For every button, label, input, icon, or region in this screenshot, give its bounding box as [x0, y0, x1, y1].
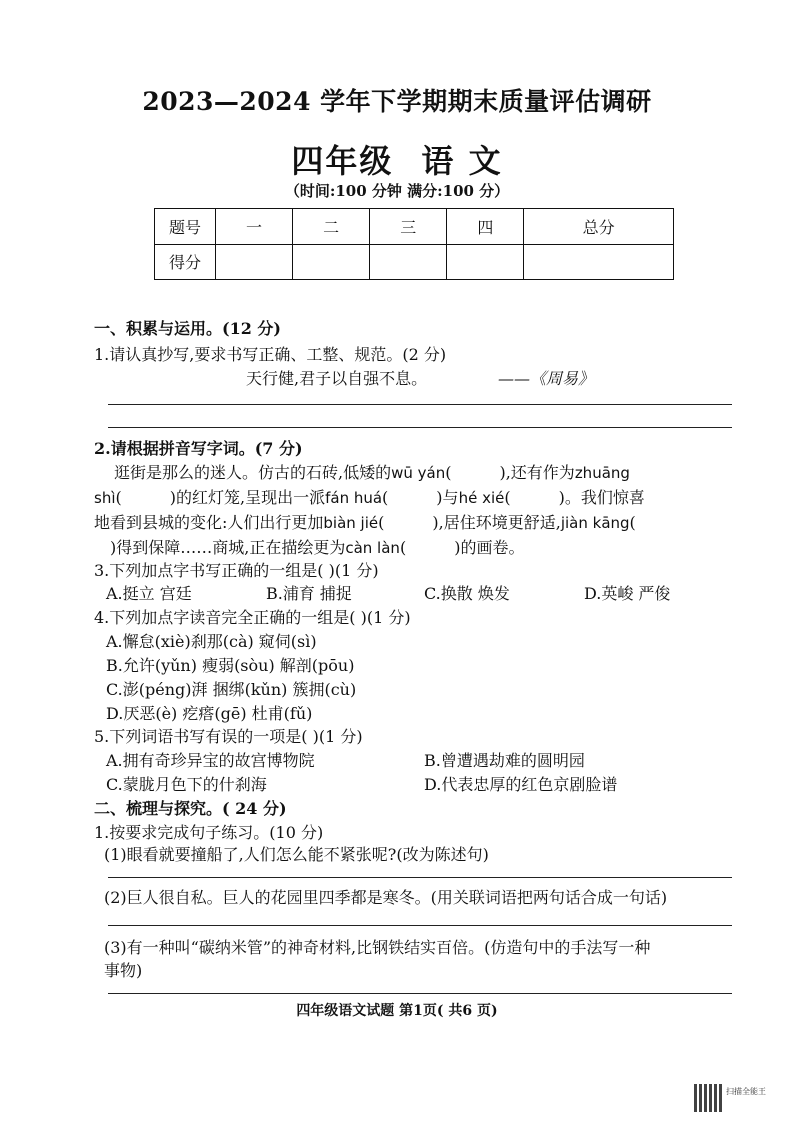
- qr-code-icon: [694, 1084, 722, 1112]
- q4-prompt: 4.下列加点字读音完全正确的一组是( )(1 分): [94, 608, 411, 627]
- q2-prompt: 2.请根据拼音写字词。(7 分): [94, 439, 303, 458]
- q4-option-c[interactable]: C.澎(péng)湃 捆绑(kǔn) 簇拥(cù): [106, 680, 357, 699]
- score-cell: 总分: [524, 209, 674, 245]
- pinyin: jiàn kāng: [560, 514, 630, 532]
- score-cell-label: 题号: [155, 209, 216, 245]
- q2-line3: 地看到县城的变化:人们出行更加biàn jié( ),居住环境更舒适,jiàn kāng(: [94, 513, 636, 532]
- q1-prompt: 1.请认真抄写,要求书写正确、工整、规范。(2 分): [94, 345, 447, 364]
- page-footer: 四年级语文试题 第1页( 共6 页): [296, 1003, 498, 1019]
- answer-line[interactable]: [108, 404, 732, 405]
- q3-option-d[interactable]: D.英峻 严俊: [584, 584, 671, 603]
- score-cell: 一: [216, 209, 293, 245]
- text: 的红灯笼,呈现出一派: [176, 488, 326, 507]
- q4-option-d[interactable]: D.厌恶(è) 疙瘩(gē) 杜甫(fǔ): [106, 704, 313, 723]
- score-cell: 三: [370, 209, 447, 245]
- s2-q1-sentence3b: 事物): [104, 961, 143, 980]
- subject-label: 语 文: [421, 142, 503, 180]
- pinyin: hé xié: [458, 489, 505, 507]
- exam-duration: （时间:100 分钟 满分:100 分）: [284, 182, 510, 200]
- pinyin: càn làn: [345, 539, 400, 557]
- answer-line[interactable]: [108, 993, 732, 994]
- q5-option-b[interactable]: B.曾遭遇劫难的圆明园: [424, 751, 585, 770]
- q2-line1: 逛街是那么的迷人。仿古的石砖,低矮的wū yán( ),还有作为zhuāng: [114, 463, 630, 482]
- q3-option-a[interactable]: A.挺立 宫廷: [106, 584, 192, 603]
- answer-line[interactable]: [108, 427, 732, 428]
- pinyin: wū yán: [391, 464, 446, 482]
- text: ,还有作为: [505, 463, 575, 482]
- score-cell: 二: [293, 209, 370, 245]
- text: ,居住环境更舒适,: [438, 513, 561, 532]
- q3-option-b[interactable]: B.浦育 捕捉: [266, 584, 352, 603]
- text: 的画卷。: [460, 538, 525, 557]
- grade-label: 四年级: [291, 142, 394, 180]
- text: 得到保障……商城,正在描绘更为: [116, 538, 346, 557]
- q5-prompt: 5.下列词语书写有误的一项是( )(1 分): [94, 727, 363, 746]
- watermark-label: 扫描全能王: [726, 1087, 766, 1096]
- score-cell-label: 得分: [155, 244, 216, 280]
- q4-option-a[interactable]: A.懈怠(xiè)刹那(cà) 窥伺(sì): [106, 632, 317, 651]
- q1-quote: 天行健,君子以自强不息。: [246, 369, 428, 388]
- text: 逛街是那么的迷人。仿古的石砖,低矮的: [114, 463, 392, 482]
- pinyin: shì: [94, 489, 116, 507]
- pinyin: zhuāng: [574, 464, 630, 482]
- q5-option-a[interactable]: A.拥有奇珍异宝的故宫博物院: [106, 751, 315, 770]
- q3-option-c[interactable]: C.换散 焕发: [424, 584, 510, 603]
- q1-source: ——《周易》: [498, 369, 595, 388]
- q2-line2: shì( )的红灯笼,呈现出一派fán huá( )与hé xié( )。我们惊喜: [94, 488, 645, 507]
- q2-line4: )得到保障……商城,正在描绘更为càn làn( )的画卷。: [110, 538, 525, 557]
- score-cell: 四: [447, 209, 524, 245]
- q5-option-c[interactable]: C.蒙胧月色下的什刹海: [106, 775, 267, 794]
- q4-option-b[interactable]: B.允许(yǔn) 瘦弱(sòu) 解剖(pōu): [106, 656, 355, 675]
- q3-prompt: 3.下列加点字书写正确的一组是( )(1 分): [94, 561, 379, 580]
- text: 地看到县城的变化:人们出行更加: [94, 513, 324, 532]
- answer-line[interactable]: [108, 877, 732, 878]
- text: 。我们惊喜: [564, 488, 645, 507]
- answer-line[interactable]: [108, 925, 732, 926]
- text: 与: [442, 488, 459, 507]
- s2-q1-prompt: 1.按要求完成句子练习。(10 分): [94, 823, 324, 842]
- pinyin: biàn jié: [323, 514, 379, 532]
- s2-q1-sentence3a: (3)有一种叫“碳纳米管”的神奇材料,比钢铁结实百倍。(仿造句中的手法写一种: [104, 938, 651, 957]
- pinyin: fán huá: [325, 489, 383, 507]
- s2-q1-sentence2: (2)巨人很自私。巨人的花园里四季都是寒冬。(用关联词语把两句话合成一句话): [104, 888, 668, 907]
- exam-title: 2023—2024 学年下学期期末质量评估调研: [142, 87, 652, 116]
- exam-body: [94, 0, 734, 1124]
- s2-q1-sentence1: (1)眼看就要撞船了,人们怎么能不紧张呢?(改为陈述句): [104, 845, 489, 864]
- section1-heading: 一、积累与运用。(12 分): [94, 319, 281, 338]
- q5-option-d[interactable]: D.代表忠厚的红色京剧脸谱: [424, 775, 618, 794]
- section2-heading: 二、梳理与探究。( 24 分): [94, 799, 287, 818]
